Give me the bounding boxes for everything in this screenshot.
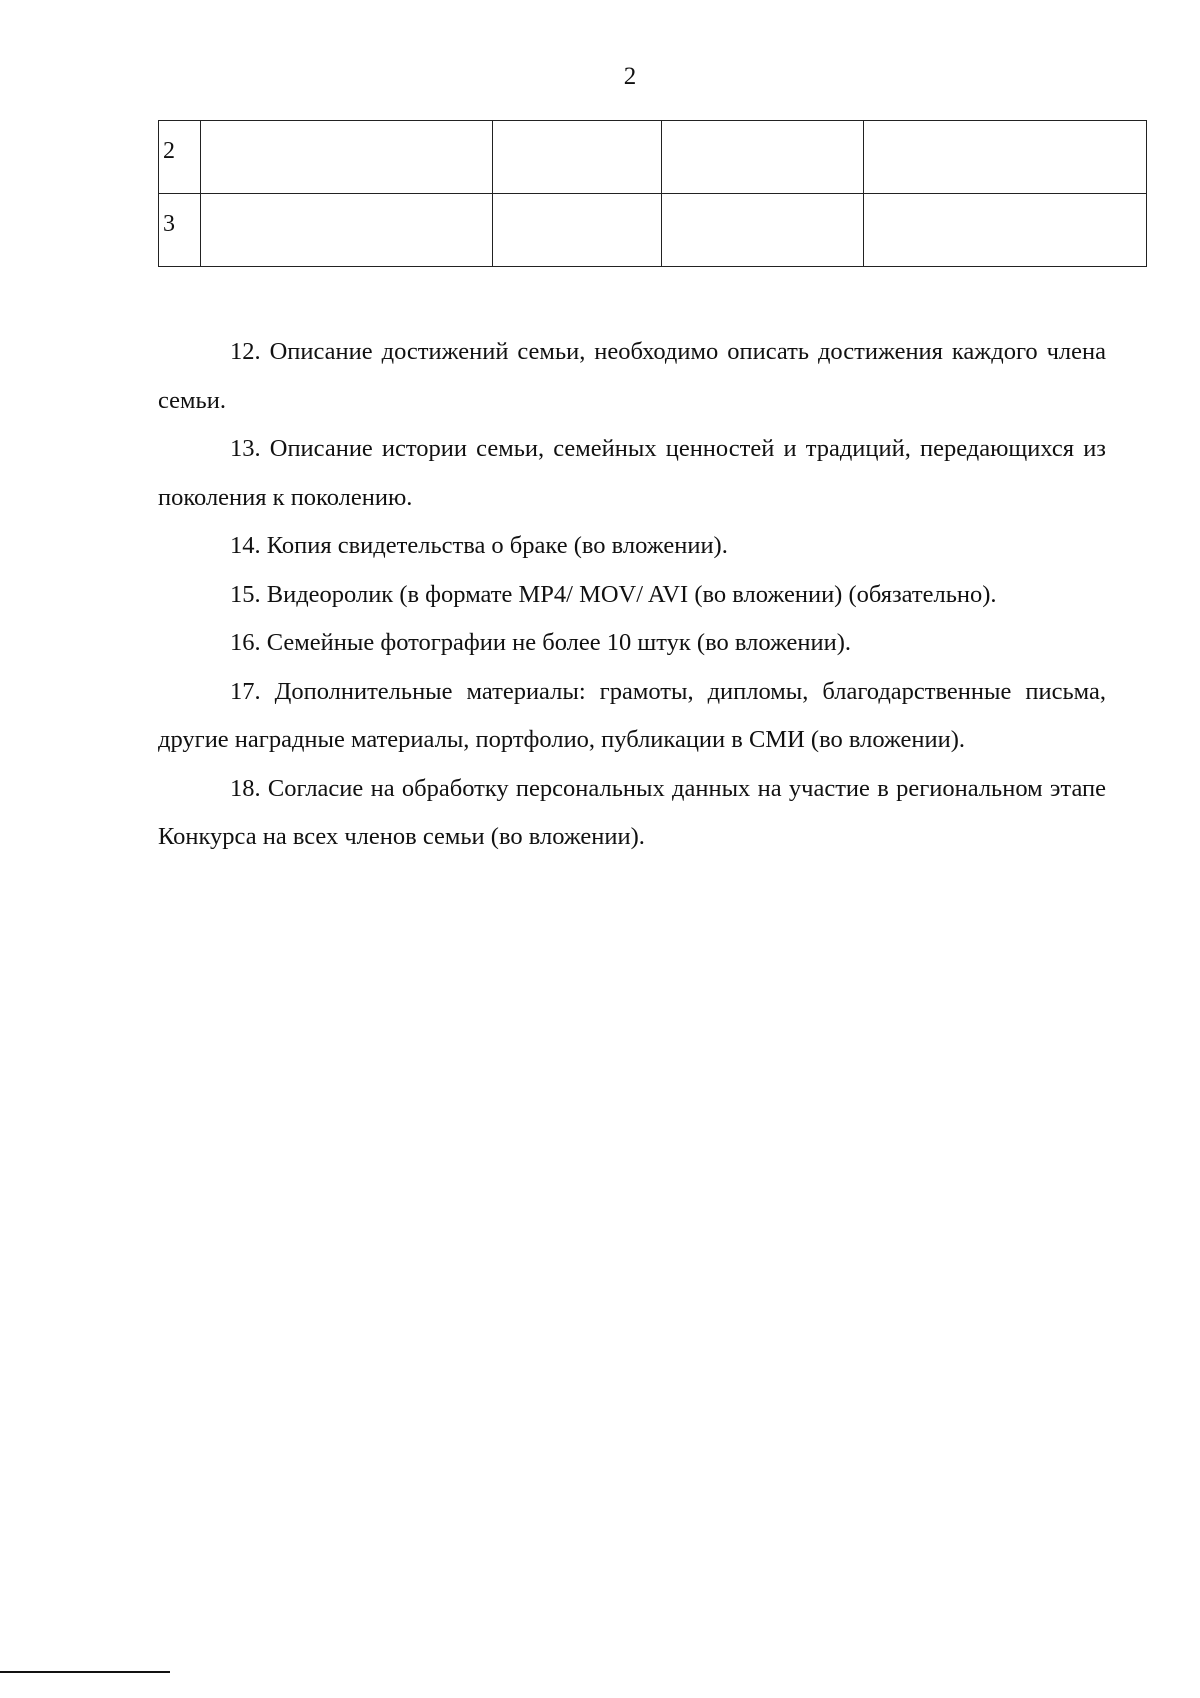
table-cell (201, 194, 493, 267)
page-number: 2 (623, 63, 637, 90)
table-cell (201, 121, 493, 194)
row-number-cell: 3 (159, 194, 201, 267)
family-members-table (158, 120, 1147, 267)
list-item-15: 15. Видеоролик (в формате MP4/ MOV/ AVI (во вложении) (обязательно). (230, 580, 997, 608)
footnote-divider (0, 1671, 170, 1673)
table-cell (493, 194, 662, 267)
table-cell (493, 121, 662, 194)
list-item-17: 17. Дополнительные материалы: грамоты, дипломы, благодарственные письма, другие наградные материалы, портфолио, публикации в СМИ (во вложении). (158, 677, 1106, 753)
table-cell (662, 194, 864, 267)
table-row (159, 121, 1147, 194)
table-row (159, 194, 1147, 267)
table-cell (662, 121, 864, 194)
list-item-16: 16. Семейные фотографии не более 10 штук (во вложении). (230, 629, 852, 656)
table-cell (864, 121, 1147, 194)
list-item-14: 14. Копия свидетельства о браке (во вложении). (230, 532, 728, 559)
document-body (158, 328, 1106, 862)
list-item-13: 13. Описание истории семьи, семейных ценностей и традиций, передающихся из поколения к поколению. (158, 435, 1106, 511)
table-cell (864, 194, 1147, 267)
row-number-cell: 2 (159, 121, 201, 194)
list-item-12: 12. Описание достижений семьи, необходимо описать достижения каждого члена семьи. (158, 338, 1106, 414)
list-item-18: 18. Согласие на обработку персональных данных на участие в региональном этапе Конкурса на всех членов семьи (во вложении). (158, 774, 1106, 850)
